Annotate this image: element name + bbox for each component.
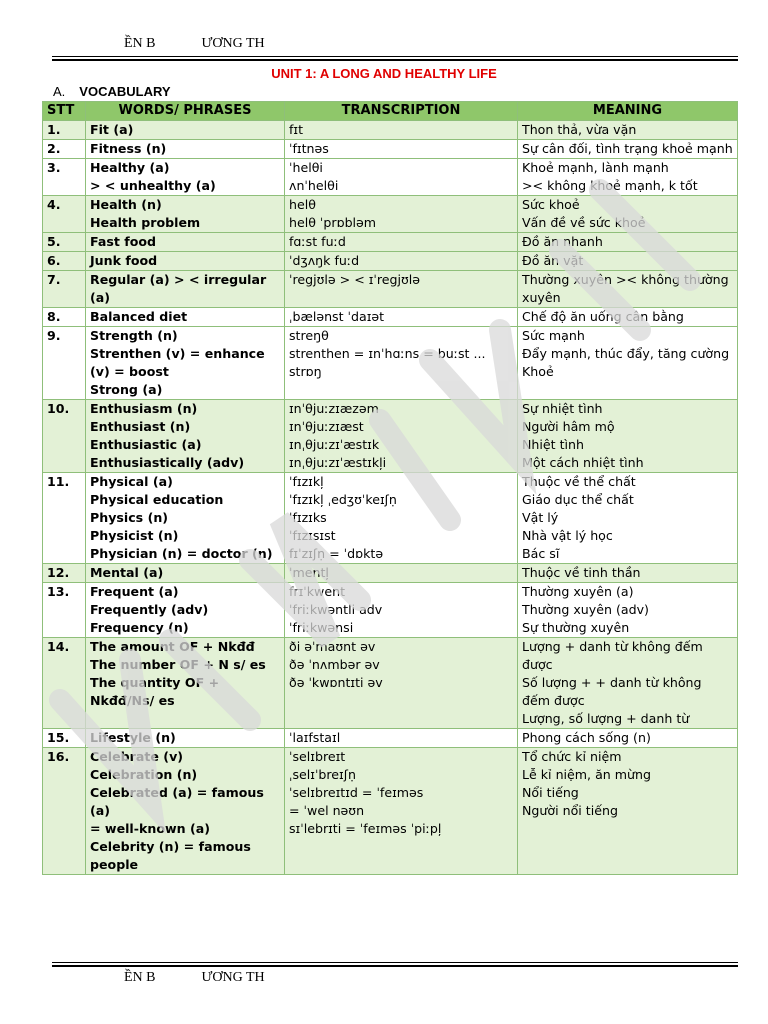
transcription-cell [285,638,518,729]
word-cell-line: Healthy (a) [90,160,170,175]
transcription-cell-line: fɪˈzɪʃṇ = ˈdɒktə [289,546,384,561]
transcription-cell [285,233,518,252]
transcription-cell [285,252,518,271]
word-cell-line: Celebration (n) [90,767,198,782]
header-rule-thick [52,59,738,61]
transcription-cell-line: ˌbælənst ˈdaɪət [289,309,385,324]
meaning-cell [518,564,738,583]
transcription-cell [285,473,518,564]
word-cell-line: > < unhealthy (a) [90,178,216,193]
word-cell-line: Enthusiastic (a) [90,437,202,452]
vocabulary-table [42,101,738,875]
transcription-cell-line: ˈfɪtnəs [289,141,329,156]
row-number: 11. [43,473,86,564]
word-cell-line: Health problem [90,215,201,230]
transcription-cell-line: ˈfɪzɪsɪst [289,528,336,543]
footer-text [124,970,311,986]
word-cell-line: Celebrate (v) [90,749,184,764]
transcription-cell-line: streŋθ [289,328,329,343]
meaning-cell-line: Lượng, số lượng + danh từ [522,711,690,726]
transcription-cell-line: fɑːst fuːd [289,234,346,249]
word-cell-line: Frequently (adv) [90,602,209,617]
transcription-cell-line: ˈfɪzɪkļ ˌedʒʊˈkeɪʃṇ [289,492,397,507]
section-heading [53,84,171,99]
word-cell-line: Physicist (n) [90,528,179,543]
meaning-cell [518,473,738,564]
row-number: 5. [43,233,86,252]
meaning-cell-line: Đồ ăn vặt [522,253,584,268]
header-left: ỀN B [124,36,156,51]
row-number: 14. [43,638,86,729]
meaning-cell-line: Lễ kỉ niệm, ăn mừng [522,767,651,782]
row-number: 1. [43,121,86,140]
footer-right: ƯƠNG TH [201,970,265,985]
meaning-cell [518,196,738,233]
transcription-cell-line: ɪnˈθjuːzɪæzəm [289,401,379,416]
row-number: 6. [43,252,86,271]
meaning-cell-line: Sự thường xuyên [522,620,630,635]
transcription-cell [285,564,518,583]
word-cell-line: Celebrated (a) = famous (a) [90,785,264,818]
meaning-cell [518,327,738,400]
meaning-cell-line: Giáo dục thể chất [522,492,634,507]
word-cell [86,729,285,748]
footer-rule-thick [52,962,738,963]
transcription-cell-line: ˈselɪbreɪtɪd = ˈfeɪməs [289,785,424,800]
meaning-cell-line: Đồ ăn nhanh [522,234,603,249]
table-row [43,564,738,583]
table-row [43,271,738,308]
column-header-words: WORDS/ PHRASES [86,102,285,121]
word-cell [86,271,285,308]
meaning-cell-line: Đẩy mạnh, thúc đẩy, tăng cường [522,346,730,361]
meaning-cell-line: Thường xuyên >< không thường xuyên [522,272,729,305]
transcription-cell-line: ˌselɪˈbreɪʃṇ [289,767,356,782]
word-cell [86,748,285,875]
word-cell [86,327,285,400]
transcription-cell [285,196,518,233]
word-cell-line: Enthusiastically (adv) [90,455,245,470]
word-cell-line: Fitness (n) [90,141,167,156]
word-cell-line: Health (n) [90,197,162,212]
word-cell-line: Balanced diet [90,309,188,324]
row-number: 4. [43,196,86,233]
word-cell [86,400,285,473]
word-cell-line: Physical education [90,492,224,507]
transcription-cell-line: ðə ˈnʌmbər əv [289,657,380,672]
word-cell [86,140,285,159]
meaning-cell-line: Thuộc về tinh thần [522,565,641,580]
meaning-cell [518,638,738,729]
transcription-cell [285,121,518,140]
transcription-cell-line: ɪnˌθjuːzɪˈæstɪk [289,437,380,452]
transcription-cell [285,327,518,400]
row-number: 13. [43,583,86,638]
word-cell [86,252,285,271]
meaning-cell [518,729,738,748]
transcription-cell-line: strɒŋ [289,364,322,379]
transcription-cell [285,159,518,196]
section-name: VOCABULARY [79,84,171,99]
word-cell [86,583,285,638]
word-cell [86,121,285,140]
transcription-cell [285,400,518,473]
word-cell-line: Fit (a) [90,122,134,137]
row-number: 7. [43,271,86,308]
transcription-cell-line: helθ [289,197,316,212]
meaning-cell-line: Thuộc về thể chất [522,474,636,489]
meaning-cell [518,252,738,271]
word-cell [86,233,285,252]
meaning-cell-line: Nhà vật lý học [522,528,613,543]
meaning-cell [518,233,738,252]
table-row [43,748,738,875]
meaning-cell-line: Sự cân đối, tình trạng khoẻ mạnh [522,141,733,156]
row-number: 12. [43,564,86,583]
meaning-cell-line: Khoẻ [522,364,554,379]
table-row [43,121,738,140]
meaning-cell-line: Sự nhiệt tình [522,401,603,416]
word-cell-line: Regular (a) > < irregular (a) [90,272,267,305]
meaning-cell-line: Thon thả, vừa vặn [522,122,637,137]
word-cell [86,196,285,233]
word-cell-line: = well-known (a) [90,821,210,836]
table-row [43,140,738,159]
word-cell-line: Celebrity (n) = famous people [90,839,251,872]
word-cell-line: Frequency (n) [90,620,189,635]
meaning-cell [518,271,738,308]
meaning-cell-line: >< không khoẻ mạnh, k tốt [522,178,698,193]
meaning-cell-line: Tổ chức kỉ niệm [522,749,622,764]
word-cell [86,308,285,327]
transcription-cell [285,308,518,327]
row-number: 16. [43,748,86,875]
meaning-cell-line: Lượng + danh từ không đếm được [522,639,703,672]
word-cell-line: Physician (n) = doctor (n) [90,546,273,561]
meaning-cell-line: Vấn đề về sức khoẻ [522,215,646,230]
meaning-cell-line: Thường xuyên (a) [522,584,634,599]
row-number: 9. [43,327,86,400]
word-cell [86,473,285,564]
meaning-cell-line: Một cách nhiệt tình [522,455,644,470]
table-row [43,638,738,729]
column-header-transcription: TRANSCRIPTION [285,102,518,121]
transcription-cell-line: fɪt [289,122,304,137]
transcription-cell-line: ˈselɪbreɪt [289,749,346,764]
section-letter: A. [53,84,66,99]
word-cell [86,564,285,583]
word-cell-line: Physics (n) [90,510,169,525]
table-row [43,473,738,564]
transcription-cell-line: ˈfriːkwəntli adv [289,602,383,617]
header-rule-thin [52,56,738,57]
meaning-cell [518,748,738,875]
word-cell-line: The quantity OF + Nkđđ/Ns/ es [90,675,220,708]
transcription-cell-line: strenthen = ɪnˈhɑːns = buːst ... [289,346,486,361]
transcription-cell-line: ɪnˌθjuːzɪˈæstɪkļi [289,455,387,470]
word-cell-line: The number OF + N s/ es [90,657,266,672]
row-number: 3. [43,159,86,196]
row-number: 8. [43,308,86,327]
meaning-cell [518,308,738,327]
meaning-cell-line: Thường xuyên (adv) [522,602,649,617]
word-cell-line: The amount OF + Nkđđ [90,639,255,654]
meaning-cell [518,140,738,159]
transcription-cell-line: ðə ˈkwɒntɪti əv [289,675,383,690]
transcription-cell-line: = ˈwel nəʊn [289,803,365,818]
meaning-cell-line: Khoẻ mạnh, lành mạnh [522,160,669,175]
meaning-cell-line: Sức khoẻ [522,197,580,212]
column-header-meaning: MEANING [518,102,738,121]
word-cell-line: Strength (n) [90,328,178,343]
word-cell-line: Mental (a) [90,565,164,580]
meaning-cell [518,400,738,473]
table-row [43,400,738,473]
table-body [43,121,738,875]
word-cell [86,159,285,196]
meaning-cell-line: Sức mạnh [522,328,585,343]
table-row [43,327,738,400]
table-header-row [43,102,738,121]
unit-title: UNIT 1: A LONG AND HEALTHY LIFE [271,66,497,81]
table-row [43,233,738,252]
table-row [43,729,738,748]
word-cell-line: Enthusiast (n) [90,419,191,434]
header-right: ƯƠNG TH [201,36,265,51]
word-cell [86,638,285,729]
transcription-cell-line: ʌnˈhelθi [289,178,339,193]
header-text [124,36,311,52]
transcription-cell-line: sɪˈlebrɪti = ˈfeɪməs ˈpiːpļ [289,821,442,836]
row-number: 10. [43,400,86,473]
transcription-cell-line: ˈhelθi [289,160,323,175]
transcription-cell [285,729,518,748]
transcription-cell-line: ˈmentļ [289,565,329,580]
table-row [43,196,738,233]
transcription-cell-line: frɪˈkwent [289,584,346,599]
transcription-cell-line: ɪnˈθjuːzɪæst [289,419,364,434]
footer-left: ỀN B [124,970,156,985]
transcription-cell-line: ˈfriːkwənsi [289,620,354,635]
meaning-cell-line: Chế độ ăn uống cân bằng [522,309,684,324]
table-row [43,308,738,327]
transcription-cell-line: helθ ˈprɒbləm [289,215,377,230]
row-number: 2. [43,140,86,159]
transcription-cell-line: ˈfɪzɪks [289,510,327,525]
meaning-cell-line: Vật lý [522,510,559,525]
column-header-stt: STT [43,102,86,121]
meaning-cell-line: Nhiệt tình [522,437,584,452]
table-row [43,159,738,196]
transcription-cell [285,140,518,159]
meaning-cell [518,121,738,140]
meaning-cell-line: Nổi tiếng [522,785,579,800]
meaning-cell-line: Bác sĩ [522,546,560,561]
table-row [43,583,738,638]
table-row [43,252,738,271]
row-number: 15. [43,729,86,748]
transcription-cell-line: ˈregjʊlə > < ɪˈregjʊlə [289,272,421,287]
transcription-cell-line: ˈfɪzɪkļ [289,474,324,489]
word-cell-line: Frequent (a) [90,584,179,599]
word-cell-line: Strong (a) [90,382,163,397]
meaning-cell [518,583,738,638]
transcription-cell-line: ˈlaɪfstaɪl [289,730,341,745]
meaning-cell-line: Người hâm mộ [522,419,615,434]
word-cell-line: Physical (a) [90,474,173,489]
transcription-cell-line: ði əˈmaʊnt əv [289,639,376,654]
transcription-cell [285,583,518,638]
meaning-cell-line: Người nổi tiếng [522,803,618,818]
meaning-cell-line: Số lượng + + danh từ không đếm được [522,675,702,708]
word-cell-line: Enthusiasm (n) [90,401,198,416]
word-cell-line: Junk food [90,253,158,268]
transcription-cell-line: ˈdʒʌŋk fuːd [289,253,360,268]
transcription-cell [285,271,518,308]
word-cell-line: Lifestyle (n) [90,730,176,745]
footer-rule-thin [52,965,738,967]
meaning-cell-line: Phong cách sống (n) [522,730,651,745]
word-cell-line: Strenthen (v) = enhance (v) = boost [90,346,265,379]
word-cell-line: Fast food [90,234,157,249]
transcription-cell [285,748,518,875]
meaning-cell [518,159,738,196]
